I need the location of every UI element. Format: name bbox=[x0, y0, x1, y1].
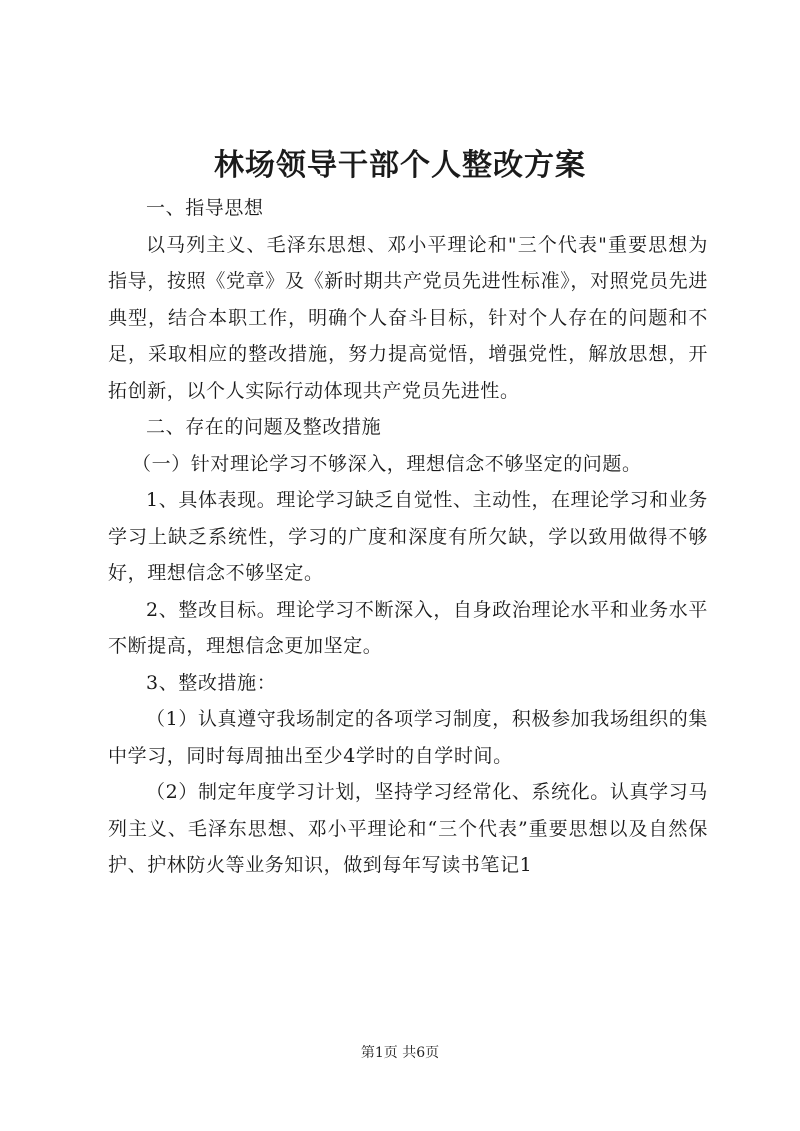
subsection-heading-theory-study: （一）针对理论学习不够深入，理想信念不够坚定的问题。 bbox=[132, 452, 642, 475]
paragraph-measure-1: （1）认真遵守我场制定的各项学习制度，积极参加我场组织的集中学习，同时每周抽出至少4学时的自学时间。 bbox=[108, 708, 708, 767]
paragraph-specific-performance: 1、具体表现。理论学习缺乏自觉性、主动性，在理论学习和业务学习上缺乏系统性，学习的广度和深度有所欠缺，学以致用做得不够好，理想信念不够坚定。 bbox=[108, 489, 708, 584]
section-heading-guiding-ideology: 一、指导思想 bbox=[146, 197, 264, 219]
paragraph-rectification-goal: 2、整改目标。理论学习不断深入，自身政治理论水平和业务水平不断提高，理想信念更加坚定。 bbox=[108, 598, 708, 657]
document-title: 林场领导干部个人整改方案 bbox=[214, 148, 586, 183]
paragraph-guiding-ideology: 以马列主义、毛泽东思想、邓小平理论和"三个代表"重要思想为指导，按照《党章》及《新时期共产党员先进性标准》，对照党员先进典型，结合本职工作，明确个人奋斗目标，针对个人存在的问题和不足，采取相应的整改措施，努力提高觉悟，增强党性，解放思想，开拓创新，以个人实际行动体现共产党员先进性。 bbox=[108, 233, 708, 402]
document-body bbox=[108, 190, 708, 884]
page-number-footer: 第1页 共6页 bbox=[360, 1045, 440, 1061]
paragraph-rectification-measures: 3、整改措施： bbox=[146, 671, 277, 694]
section-heading-problems-and-measures: 二、存在的问题及整改措施 bbox=[146, 416, 382, 438]
paragraph-measure-2: （2）制定年度学习计划，坚持学习经常化、系统化。认真学习马列主义、毛泽东思想、邓小平理论和“三个代表”重要思想以及自然保护、护林防火等业务知识，做到每年写读书笔记1 bbox=[108, 781, 708, 876]
